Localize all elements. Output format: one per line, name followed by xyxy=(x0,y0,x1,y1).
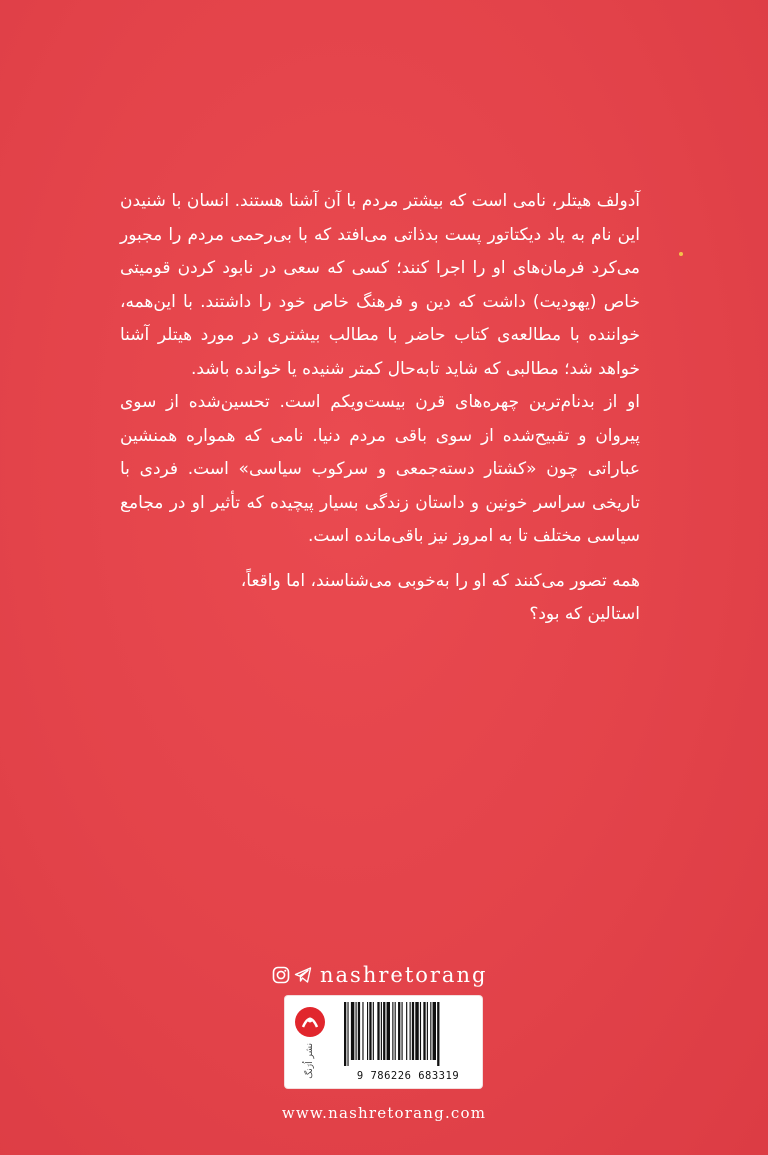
publisher-website: www.nashretorang.com xyxy=(281,1104,487,1122)
barcode-bar xyxy=(351,1002,354,1060)
barcode-bar xyxy=(412,1002,414,1060)
barcode-bar xyxy=(369,1002,371,1060)
barcode-bar xyxy=(344,1002,346,1066)
barcode-bar xyxy=(383,1002,385,1060)
blurb-paragraph-3-line-2: استالین که بود؟ xyxy=(529,604,640,624)
barcode-bar xyxy=(395,1002,396,1060)
barcode-bar xyxy=(406,1002,407,1060)
decorative-dot xyxy=(679,252,683,256)
isbn-barcode xyxy=(340,1002,476,1082)
instagram-icon xyxy=(272,966,290,984)
blurb-text xyxy=(120,185,640,632)
social-handle: nashretorang xyxy=(320,963,488,987)
barcode-bar xyxy=(433,1002,436,1060)
barcode-bar xyxy=(356,1002,357,1060)
blurb-paragraph-2: او از بدنام‌ترین چهره‌های قرن بیست‌ویکم است. تحسین‌شده از سوی پیروان و تقبیح‌شده از سوی باقی مردم دنیا. نامی که همواره همنشین عباراتی چون «کشتار دسته‌جمعی و سرکوب سیاسی» است. فردی با تاریخی سراسر خونین و داستان زندگی بسیار پیچیده که تأثیر او در مجامع سیاسی مختلف تا به امروز نیز باقی‌مانده است. xyxy=(120,392,640,546)
blurb-paragraph-3-line-1: همه تصور می‌کنند که او را به‌خوبی می‌شناسند، اما واقعاً، xyxy=(240,570,640,591)
barcode-bar xyxy=(373,1002,374,1060)
barcode-bar xyxy=(362,1002,363,1060)
barcode-bar xyxy=(377,1002,379,1060)
blurb-paragraph-1: آدولف هیتلر، نامی است که بیشتر مردم با آن آشنا هستند. انسان با شنیدن این نام به یاد دیکتاتور پست بدذاتی می‌افتد که با بی‌رحمی مردم را مجبور می‌کرد فرمان‌های او را اجرا کنند؛ کسی که سعی در نابود کردن قومیتی خاص (یهودیت) داشت که دین و فرهنگ خاص خود را داشتند. با این‌همه، خواننده با مطالعه‌ی کتاب حاضر با مطالب بیشتری در مورد هیتلر آشنا خواهد شد؛ مطالبی که شاید تابه‌حال کمتر شنیده یا خوانده باشد. xyxy=(120,191,640,379)
barcode-bar xyxy=(415,1002,418,1060)
publisher-logo xyxy=(285,996,335,1088)
barcode-bar xyxy=(381,1002,382,1060)
barcode-panel xyxy=(285,996,482,1088)
barcode-bar xyxy=(402,1002,403,1060)
publisher-logo-text: نشر اُرَنگ xyxy=(305,1043,315,1079)
barcode-bar xyxy=(437,1002,439,1066)
barcode-bar xyxy=(367,1002,368,1060)
barcode-bar xyxy=(358,1002,360,1060)
barcode-bar xyxy=(427,1002,428,1060)
barcode-bar xyxy=(410,1002,411,1060)
publisher-logo-icon xyxy=(293,1005,327,1039)
telegram-icon xyxy=(294,966,312,984)
social-handle-row xyxy=(272,960,487,990)
barcode-bar xyxy=(398,1002,400,1060)
barcode-bar xyxy=(420,1002,421,1060)
barcode-bar xyxy=(430,1002,431,1060)
barcode-bars xyxy=(340,1002,476,1066)
isbn-number: 9 786226 683319 xyxy=(356,1070,460,1082)
barcode-bar xyxy=(347,1002,348,1066)
barcode-bar xyxy=(392,1002,393,1060)
barcode-bar xyxy=(423,1002,425,1060)
barcode-bar xyxy=(387,1002,390,1060)
